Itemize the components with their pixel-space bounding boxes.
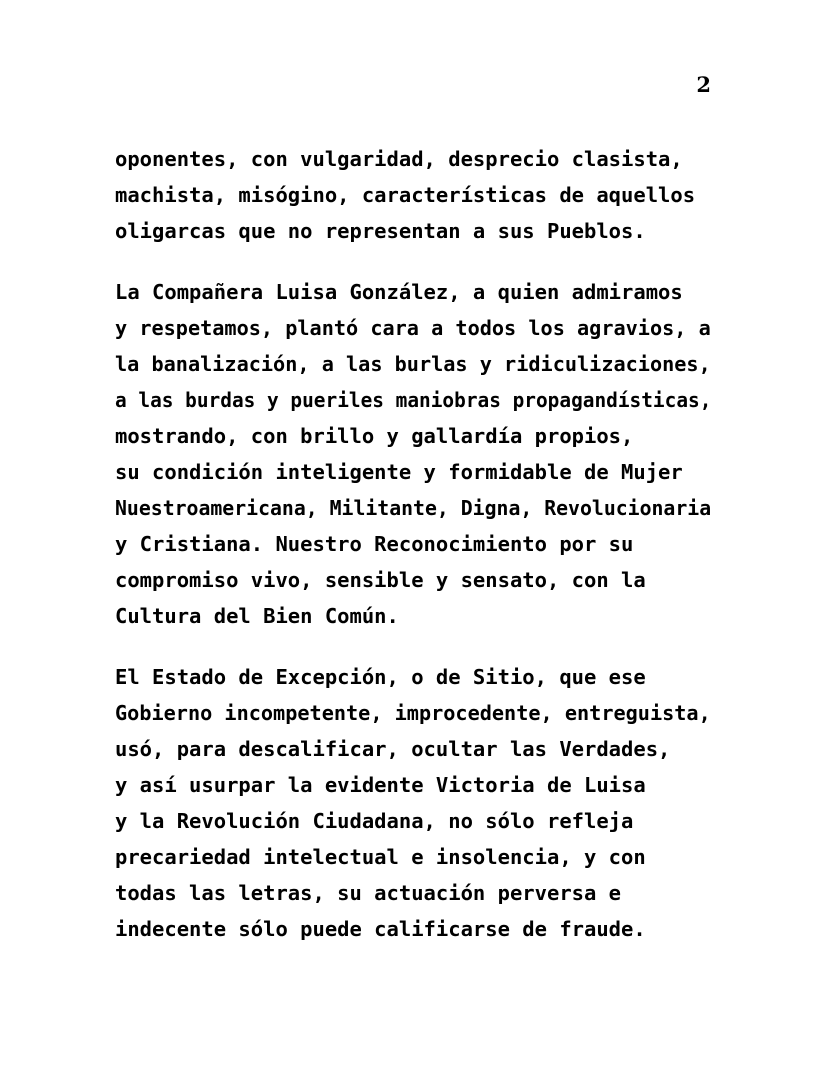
paragraph-1	[115, 141, 711, 249]
text-line: a las burdas y pueriles maniobras propagandísticas,	[115, 388, 712, 412]
text-line: precariedad intelectual e insolencia, y con	[115, 845, 646, 869]
text-line: Cultura del Bien Común.	[115, 604, 399, 628]
text-line: compromiso vivo, sensible y sensato, con la	[115, 568, 646, 592]
text-line: Nuestroamericana, Militante, Digna, Revolucionaria	[115, 496, 712, 520]
text-line: todas las letras, su actuación perversa e	[115, 881, 622, 905]
text-line: y respetamos, plantó cara a todos los agravios, a	[115, 316, 711, 340]
paragraph-3	[115, 659, 711, 947]
text-line: La Compañera Luisa González, a quien admiramos	[115, 280, 683, 304]
page-number: 2	[696, 72, 711, 97]
text-line: indecente sólo puede calificarse de fraude.	[115, 917, 646, 941]
text-line: usó, para descalificar, ocultar las Verdades,	[115, 737, 671, 761]
text-line: oligarcas que no representan a sus Pueblos.	[115, 219, 646, 243]
text-line: y Cristiana. Nuestro Reconocimiento por su	[115, 532, 634, 556]
text-line: Gobierno incompetente, improcedente, entreguista,	[115, 701, 711, 725]
text-line: mostrando, con brillo y gallardía propios,	[115, 424, 634, 448]
text-line: y así usurpar la evidente Victoria de Luisa	[115, 773, 646, 797]
text-line: y la Revolución Ciudadana, no sólo refleja	[115, 809, 634, 833]
text-line: su condición inteligente y formidable de Mujer	[115, 460, 683, 484]
document-body	[115, 141, 711, 947]
text-line: machista, misógino, características de aquellos	[115, 183, 696, 207]
text-line: la banalización, a las burlas y ridiculizaciones,	[115, 352, 711, 376]
text-line: oponentes, con vulgaridad, desprecio clasista,	[115, 147, 683, 171]
paragraph-2	[115, 274, 711, 634]
text-line: El Estado de Excepción, o de Sitio, que ese	[115, 665, 646, 689]
